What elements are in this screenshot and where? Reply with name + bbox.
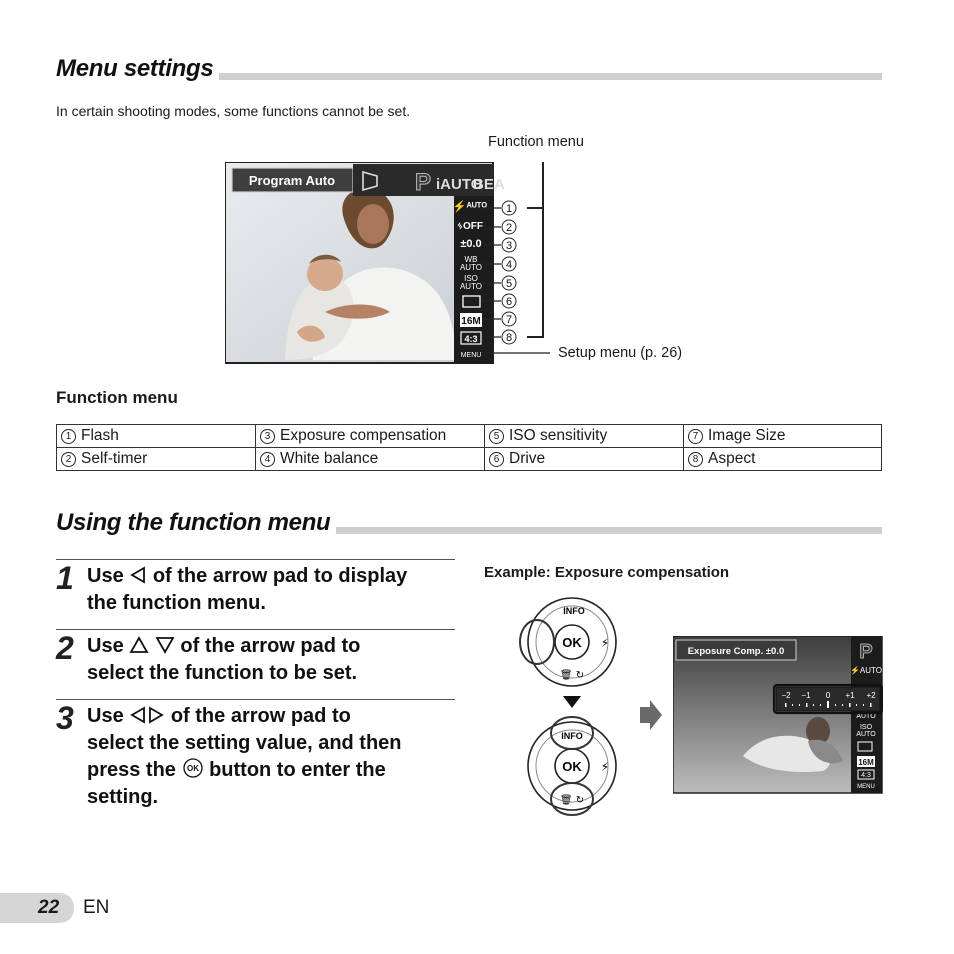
marker-2: 2 bbox=[505, 222, 513, 234]
scale-tick: 0 bbox=[825, 691, 831, 700]
marker-8: 8 bbox=[505, 332, 513, 344]
step-2-text: Use of the arrow pad to select the function to be set. bbox=[87, 635, 361, 684]
table-cell: 8 Aspect bbox=[684, 448, 882, 471]
beauty-icon: BEA bbox=[473, 176, 505, 193]
svg-text:OK: OK bbox=[186, 764, 199, 773]
ok-button-icon bbox=[182, 758, 204, 778]
section-title: Using the function menu bbox=[56, 509, 336, 537]
step-divider bbox=[56, 699, 455, 700]
arrow-down-icon bbox=[155, 636, 175, 654]
arrow-up-icon bbox=[129, 636, 149, 654]
svg-text:⚡AUTO: ⚡AUTO bbox=[849, 666, 883, 675]
table-cell: 7 Image Size bbox=[684, 425, 882, 448]
function-menu-table bbox=[56, 424, 882, 471]
arrow-pad-illustration bbox=[515, 596, 625, 826]
example-label: Example: Exposure compensation bbox=[484, 564, 730, 581]
svg-text:OK: OK bbox=[562, 635, 582, 650]
setup-menu-callout: Setup menu (p. 26) bbox=[558, 345, 683, 361]
right-arrow-icon bbox=[638, 698, 664, 732]
page-number: 22 bbox=[38, 897, 60, 918]
exposure-screen-label: Exposure Comp. ±0.0 bbox=[687, 646, 785, 657]
marker-3: 3 bbox=[505, 240, 513, 252]
step-3-text: Use of the arrow pad to select the setting value, and then press the OK button to enter the setting. bbox=[87, 705, 402, 808]
intro-text: In certain shooting modes, some functions cannot be set. bbox=[56, 103, 411, 119]
scale-tick: +2 bbox=[866, 691, 876, 700]
marker-4: 4 bbox=[505, 259, 513, 271]
down-triangle-icon bbox=[563, 696, 581, 708]
scale-tick: +1 bbox=[845, 691, 855, 700]
arrow-pad-bottom bbox=[528, 717, 616, 815]
arrow-right-icon bbox=[147, 706, 165, 724]
p-mode-icon: P bbox=[415, 169, 432, 196]
iso-icon: ISO bbox=[464, 274, 478, 283]
step-number: 3 bbox=[56, 700, 74, 736]
svg-text:INFO: INFO bbox=[561, 731, 583, 741]
svg-text:🗑 ↻: 🗑 ↻ bbox=[559, 670, 585, 681]
function-menu-callout: Function menu bbox=[488, 134, 584, 150]
svg-text:INFO: INFO bbox=[563, 606, 585, 616]
flash-icon: ⚡ᴬᵁᵀᴼ bbox=[452, 201, 488, 213]
table-row bbox=[57, 448, 882, 471]
svg-text:⚡: ⚡ bbox=[600, 760, 610, 774]
svg-text:OK: OK bbox=[562, 759, 582, 774]
arrow-left-icon bbox=[129, 566, 147, 584]
table-cell: 5 ISO sensitivity bbox=[485, 425, 684, 448]
table-cell: 6 Drive bbox=[485, 448, 684, 471]
image-size-icon: 16M bbox=[461, 316, 481, 327]
function-menu-heading: Function menu bbox=[56, 388, 178, 407]
svg-text:AUTO: AUTO bbox=[459, 282, 483, 291]
menu-icon: MENU bbox=[460, 352, 482, 359]
step-divider bbox=[56, 629, 455, 630]
marker-5: 5 bbox=[505, 278, 513, 290]
step-1-text: Use of the arrow pad to display the function menu. bbox=[87, 565, 408, 614]
self-timer-icon: ᛃOFF bbox=[457, 221, 483, 232]
svg-text:ISO: ISO bbox=[859, 724, 873, 731]
arrow-left-icon bbox=[129, 706, 147, 724]
wb-icon: WB bbox=[464, 255, 478, 264]
step-number: 2 bbox=[56, 630, 74, 666]
svg-text:AUTO: AUTO bbox=[856, 713, 876, 720]
page-tab bbox=[0, 893, 74, 923]
step-divider bbox=[56, 559, 455, 560]
function-menu-bracket bbox=[527, 162, 543, 337]
language-code: EN bbox=[83, 897, 110, 918]
mode-label: Program Auto bbox=[248, 173, 336, 188]
camera-screen bbox=[225, 162, 565, 364]
table-cell: 4 White balance bbox=[256, 448, 485, 471]
svg-text:AUTO: AUTO bbox=[459, 263, 483, 272]
table-cell: 2 Self-timer bbox=[57, 448, 256, 471]
iauto-icon: iAUTO bbox=[436, 176, 483, 193]
table-row bbox=[57, 425, 882, 448]
aspect-icon: 4:3 bbox=[464, 334, 478, 344]
svg-text:🗑 ↻: 🗑 ↻ bbox=[559, 795, 585, 806]
svg-text:⚡: ⚡ bbox=[600, 636, 610, 650]
marker-6: 6 bbox=[505, 296, 513, 308]
svg-text:4:3: 4:3 bbox=[861, 772, 871, 779]
section-title: Menu settings bbox=[56, 55, 219, 83]
table-cell: 3 Exposure compensation bbox=[256, 425, 485, 448]
scale-tick: −2 bbox=[781, 691, 791, 700]
marker-7: 7 bbox=[505, 314, 513, 326]
step-number: 1 bbox=[56, 560, 74, 596]
svg-text:16M: 16M bbox=[858, 758, 874, 767]
arrow-pad-top bbox=[520, 598, 616, 686]
svg-text:MENU: MENU bbox=[857, 784, 875, 790]
svg-text:P: P bbox=[859, 641, 873, 663]
exposure-icon: ±0.0 bbox=[460, 238, 482, 250]
scale-tick: −1 bbox=[801, 691, 811, 700]
table-cell: 1 Flash bbox=[57, 425, 256, 448]
exposure-screen bbox=[673, 636, 883, 794]
marker-1: 1 bbox=[505, 203, 513, 215]
svg-text:AUTO: AUTO bbox=[856, 731, 876, 738]
